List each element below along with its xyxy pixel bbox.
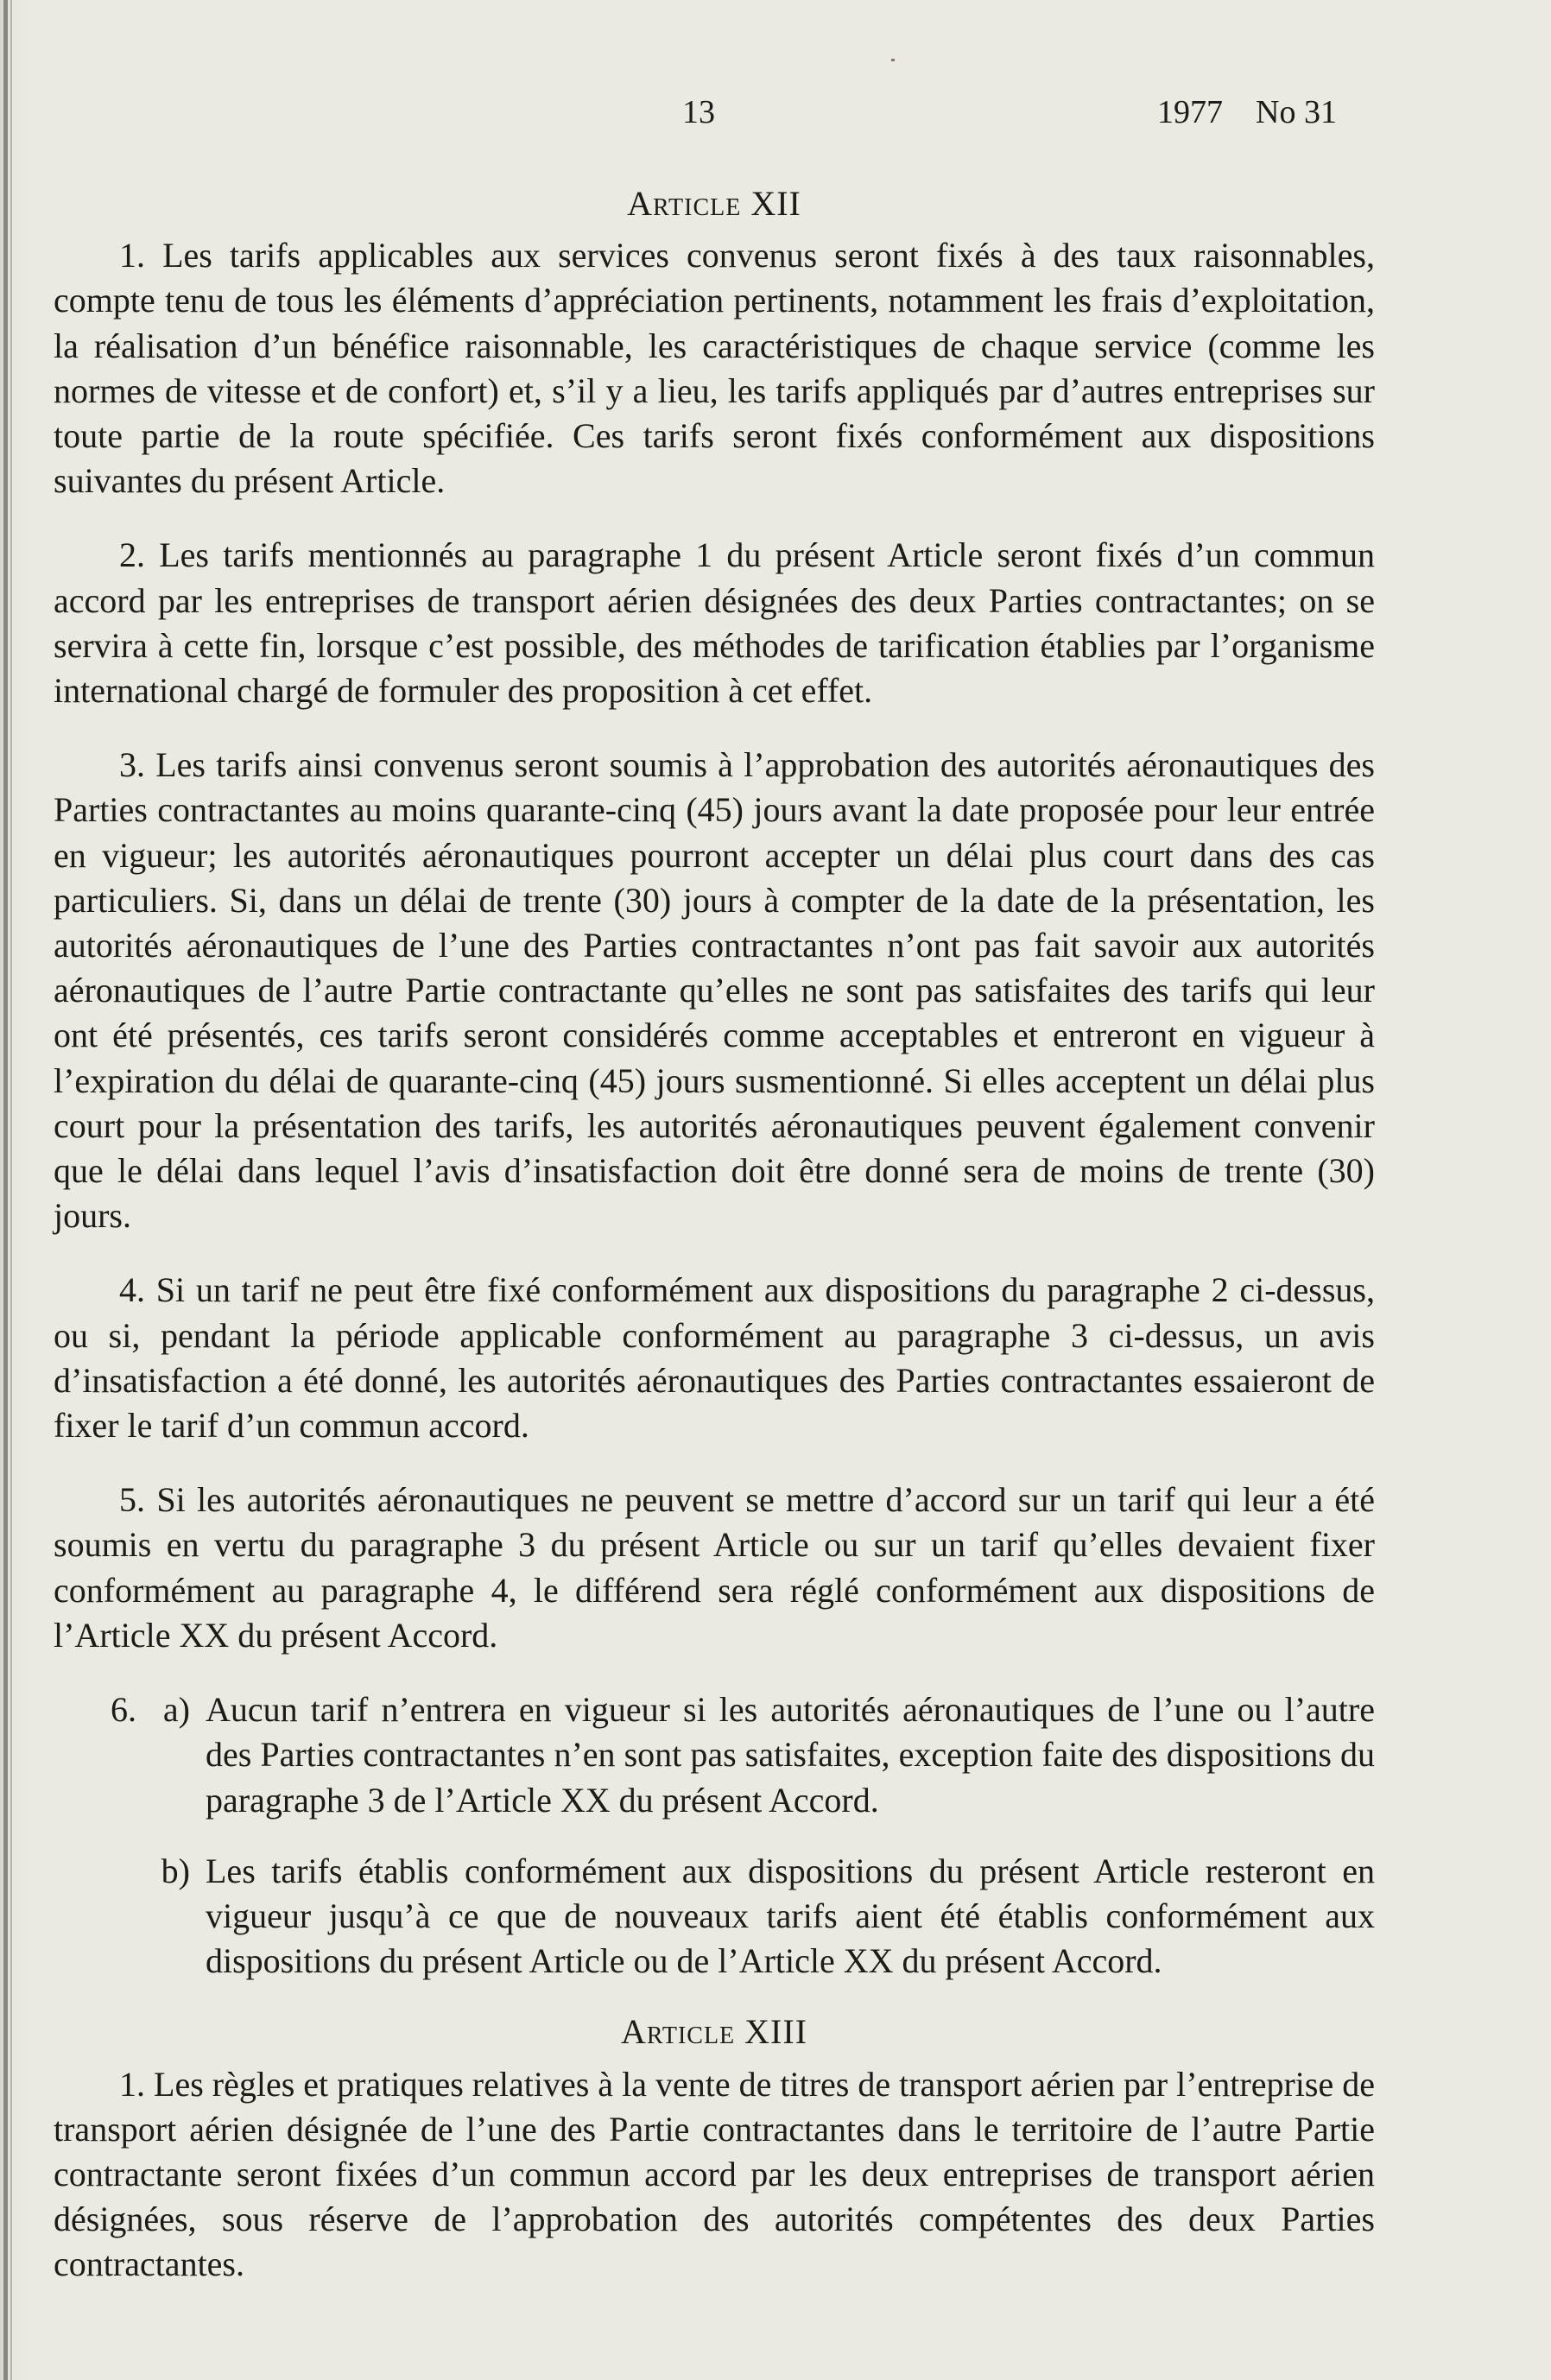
document-reference: 1977 No 31 (1157, 94, 1337, 130)
article-xiii-heading: Article XIII (620, 2012, 808, 2052)
item-letter-a: a) (162, 1690, 190, 1730)
item-text-b: Les tarifs établis conformément aux dispositions du présent Article resteront en vigueur jusqu’à ce que de nouveaux tarifs aient été établis conformément aux dispositions du présent Article ou de l’Article XX du présent Accord. (206, 1851, 1375, 1981)
page-body (54, 181, 1375, 2317)
para-6-number: 6. (111, 1690, 136, 1730)
article-xii-para-4: 4. Si un tarif ne peut être fixé conformément aux dispositions du paragraphe 2 ci-dessus, ou si, pendant la période applicable conformément au paragraphe 3 ci-dessus, un avis d’insatisfaction a été donné, les autorités aéronautiques des Parties contractantes essaieront de fixer le tarif d’un commun accord. (54, 1270, 1375, 1446)
article-xii-para-6a (54, 1687, 1375, 1823)
article-xii-para-6b (54, 1849, 1375, 1984)
page-number: 13 (682, 94, 715, 130)
para-6-number-spacer (54, 1849, 136, 1984)
article-xii-heading: Article XII (627, 184, 801, 223)
article-xii-para-3: 3. Les tarifs ainsi convenus seront soumis à l’approbation des autorités aéronautiques des Parties contractantes au moins quarante-cinq (45) jours avant la date proposée pour leur entrée en vigueur; les autorités aéronautiques pourront accepter un délai plus court dans des cas particuliers. Si, dans un délai de trente (30) jours à compter de la date de la présentation, les autorités aéronautiques de l’une des Parties contractantes n’ont pas fait savoir aux autorités aéronautiques de l’autre Partie contractante qu’elles ne sont pas satisfaites des tarifs qui leur ont été présentés, ces tarifs seront considérés comme acceptables et entreront en vigueur à l’expiration du délai de quarante-cinq (45) jours susmentionné. Si elles acceptent un délai plus court pour la présentation des tarifs, les autorités aéronautiques peuvent également convenir que le délai dans lequel l’avis d’insatisfaction doit être donné sera de moins de trente (30) jours. (54, 745, 1375, 1236)
item-letter-b: b) (161, 1851, 190, 1890)
article-xii-para-2: 2. Les tarifs mentionnés au paragraphe 1 du présent Article seront fixés d’un commun accord par les entreprises de transport aérien désignées des deux Parties contractantes; on se servira à cette fin, lorsque c’est possible, des méthodes de tarification établies par l’organisme international chargé de formuler des proposition à cet effet. (54, 535, 1375, 711)
article-xii-para-5: 5. Si les autorités aéronautiques ne peuvent se mettre d’accord sur un tarif qui leur a été soumis en vertu du paragraphe 3 du présent Article ou sur un tarif qu’elles devaient fixer conformément au paragraphe 4, le différend sera réglé conformément aux dispositions de l’Article XX du présent Accord. (54, 1480, 1375, 1655)
item-text-a: Aucun tarif n’entrera en vigueur si les autorités aéronautiques de l’une ou l’autre des Parties contractantes n’en sont pas satisfaites, exception faite des dispositions du paragraphe 3 de l’Article XX du présent Accord. (206, 1690, 1375, 1820)
article-xii-para-1: 1. Les tarifs applicables aux services convenus seront fixés à des taux raisonnables, compte tenu de tous les éléments d’appréciation pertinents, notamment les frais d’exploitation, la réalisation d’un bénéfice raisonnable, les caractéristiques de chaque service (comme les normes de vitesse et de confort) et, s’il y a lieu, les tarifs appliqués par d’autres entreprises sur toute partie de la route spécifiée. Ces tarifs seront fixés conformément aux dispositions suivantes du présent Article. (54, 236, 1375, 501)
scan-speck (891, 59, 895, 61)
page-header (0, 93, 1551, 136)
page-binding-shadow (10, 0, 12, 2380)
page-binding-edge (3, 0, 8, 2380)
article-xiii-para-1: 1. Les règles et pratiques relatives à la vente de titres de transport aérien par l’entreprise de transport aérien désignée de l’une des Partie contractantes dans le territoire de l’autre Partie contractante seront fixées d’un commun accord par les deux entreprises de transport aérien désignées, sous réserve de l’approbation des autorités compétentes des deux Parties contractantes. (54, 2064, 1375, 2284)
